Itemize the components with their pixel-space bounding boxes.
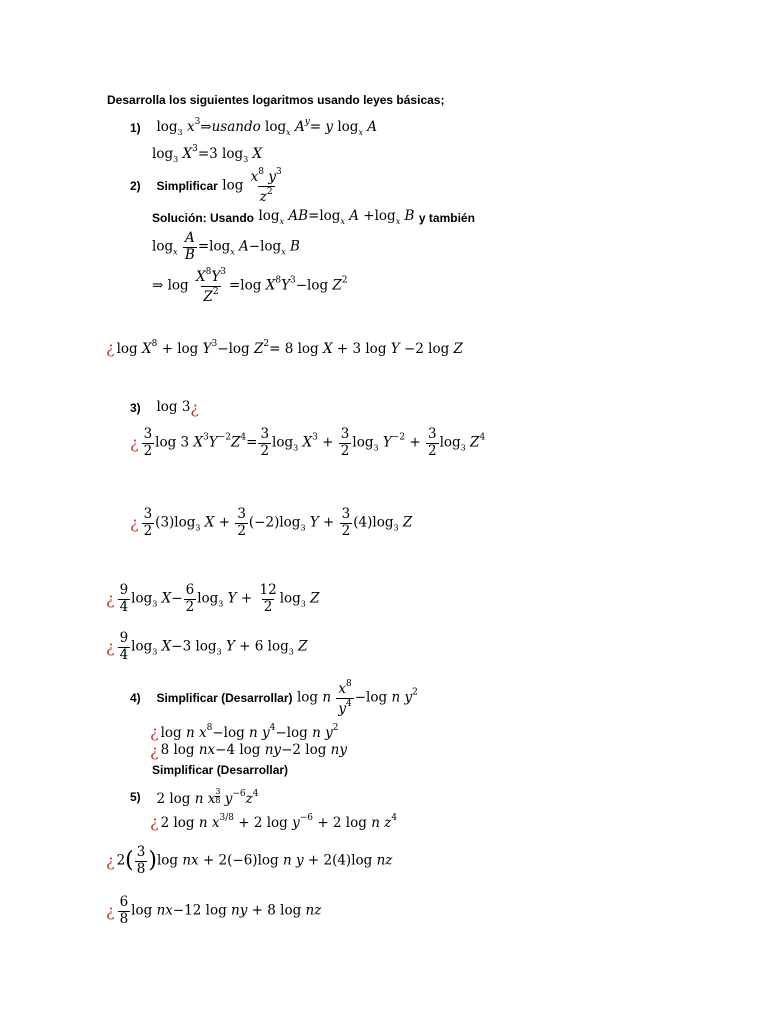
y-tambien-label: y también (418, 211, 475, 226)
simplificar-label: Simplificar (156, 179, 218, 194)
inverted-question-mark: ¿ (106, 851, 115, 870)
page-title: Desarrolla los siguientes logaritmos usando leyes básicas; (107, 93, 445, 107)
problem-5-line-3: ¿ 2( $\frac{3}{8}$ )log nx + 2(−6)log n y + 2(4)log nz (106, 844, 393, 877)
inverted-question-mark: ¿ (150, 741, 159, 760)
problem-2-number: 2) (130, 179, 141, 194)
problem-3-line-3: ¿ $\frac{3}{2}$ $(3)\log_3$ X + $\frac{3}{2}$ $(-2)\log_3$ Y + $\frac{3}{2}$ $(4)\log_3$ Z (130, 506, 413, 539)
problem-1-line-1: 1) $\log_3$ $x^3\Rightarrow usando$ $\log_x A^y= y$ $\log_x A$ (130, 117, 377, 137)
problem-2-quotient-rule: $\log_x$ $\frac{A}{B}$ $=\log_x$ $A-\log_x$ B (152, 230, 300, 263)
problem-4-line-2: ¿ log n $x^8-\log$ n $y^4-\log$ n $y^2$ (150, 722, 339, 742)
inverted-question-mark: ¿ (130, 433, 139, 452)
problem-2-solution: Solución: Usando $\log_x AB=\log_x$ $A +\log_x$ B y también (152, 208, 475, 226)
problem-5-line-4: ¿ $\frac{6}{8}$ log nx−12 log ny + 8 log nz (106, 894, 322, 927)
inverted-question-mark: ¿ (190, 398, 199, 417)
simplificar-desarrollar-label: Simplificar (Desarrollar) (156, 691, 293, 706)
problem-5-line-1: 5) 2 log n x $\frac{3}{8}$ $y^{-6}z^4$ (130, 787, 259, 807)
problem-2-step: ⇒ log $\frac{X^8Y^3}{Z^2}$ =log $X^8Y^3-\log$ $Z^2$ (152, 267, 348, 305)
problem-4-line-1: 4) Simplificar (Desarrollar) log n $\frac{x^8}{y^4}$ −log n $y^2$ (130, 679, 418, 717)
inverted-question-mark: ¿ (150, 722, 159, 742)
problem-1-number: 1) (130, 120, 141, 135)
problem-3-line-4: ¿ $\frac{9}{4}$ $\log_3 X-$ $\frac{6}{2}$ $\log_3 Y$ + $\frac{12}{2}$ $\log_3 Z$ (106, 582, 320, 615)
problem-2-result: ¿ $\log X^8 + \log Y^3-\log$ $Z^2= 8$ log X + 3 log Y −2 log Z (106, 338, 463, 358)
inverted-question-mark: ¿ (106, 338, 115, 358)
inverted-question-mark: ¿ (106, 901, 115, 920)
solucion-label: Solución: Usando (152, 211, 254, 226)
problem-1-line-2: $\log_3 X^3=3$ $\log_3 X$ (152, 144, 263, 164)
problem-4-number: 4) (130, 691, 141, 706)
problem-3-line-2: ¿ $\frac{3}{2}$ log 3 $X^3Y^{-2}Z^4=$ $\frac{3}{2}$ $\log_3 X^3$ + $\frac{3}{2}$ $\log_3 Y^{-2}$ + $\frac{3}{2}$ $\log_3 Z^4$ (130, 426, 486, 459)
problem-5-line-2: ¿ 2 log n $x^{3/8} + 2$ $\log y^{-6} + 2$ log n $z^4$ (150, 812, 398, 832)
problem-5-title: Simplificar (Desarrollar) (152, 763, 289, 777)
problem-4-line-3: ¿ 8 log nx−4 log ny−2 log ny (150, 741, 347, 760)
problem-2-line-1: 2) Simplificar log $\frac{x^8 y^3}{z^2}$ (130, 167, 282, 205)
inverted-question-mark: ¿ (106, 589, 115, 608)
problem-3-line-1: 3) log 3¿ (130, 398, 199, 417)
problem-3-number: 3) (130, 401, 141, 416)
problem-3-line-5: ¿ $\frac{9}{4}$ $\log_3 X-3$ $\log_3 Y + 6$ $\log_3 Z$ (106, 630, 308, 663)
problem-5-number: 5) (130, 790, 141, 805)
inverted-question-mark: ¿ (106, 637, 115, 656)
inverted-question-mark: ¿ (130, 513, 139, 532)
inverted-question-mark: ¿ (150, 812, 159, 832)
